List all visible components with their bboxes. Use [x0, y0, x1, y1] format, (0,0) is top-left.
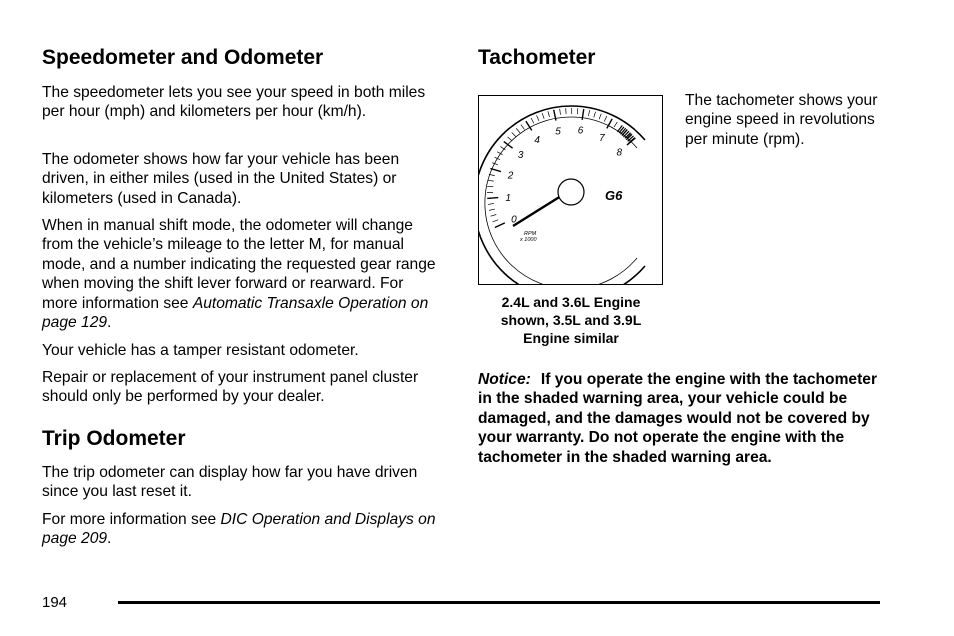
transaxle-reference[interactable]: Automatic Transaxle Operation on page 129: [42, 294, 429, 332]
minor-tick: [508, 137, 513, 141]
gauge-ticks: [487, 108, 635, 227]
tachometer-description: The tachometer shows your engine speed in revolutions per minute (rpm).: [685, 92, 878, 148]
notice-label: Notice:: [478, 371, 531, 388]
figure-caption: 2.4L and 3.6L Engine shown, 3.5L and 3.9L Engine similar: [500, 294, 642, 346]
minor-tick: [604, 116, 607, 121]
minor-tick: [588, 110, 589, 116]
more-info-text: For more information see: [42, 511, 221, 528]
rpm-multiplier-label: x 1000: [520, 237, 537, 243]
gauge-number-7: 7: [599, 133, 605, 145]
minor-tick: [493, 220, 499, 222]
minor-tick: [560, 109, 561, 115]
gauge-number-3: 3: [517, 150, 524, 162]
odometer-paragraph: The odometer shows how far your vehicle has been driven, in either miles (used in the United States) or kilometers (used in Canada).: [42, 151, 400, 207]
tamper-paragraph: Your vehicle has a tamper resistant odometer.: [42, 342, 359, 359]
page-number: 194: [42, 594, 68, 611]
manual-shift-paragraph: [42, 216, 442, 332]
minor-tick: [488, 204, 494, 205]
period: .: [107, 530, 112, 548]
minor-tick: [521, 125, 525, 130]
notice-paragraph: [478, 370, 888, 467]
minor-tick: [542, 113, 544, 119]
tachometer-gauge-illustration: [479, 96, 663, 285]
repair-paragraph: Repair or replacement of your instrument panel cluster should only be performed by your dealer.: [42, 369, 419, 406]
minor-tick: [491, 214, 497, 216]
section-heading-trip-odometer: Trip Odometer: [42, 427, 186, 450]
period: .: [107, 314, 112, 332]
gauge-hub: [558, 179, 584, 205]
minor-tick: [531, 118, 534, 123]
trip-more-info-paragraph: [42, 510, 442, 549]
gauge-number-2: 2: [507, 170, 514, 182]
dic-reference[interactable]: DIC Operation and Displays on page 209: [42, 511, 436, 548]
warning-zone-hatch: [622, 130, 627, 136]
minor-tick: [614, 122, 617, 127]
gauge-number-1: 1: [505, 192, 511, 204]
section-heading-speedometer: Speedometer and Odometer: [42, 46, 324, 69]
gauge-number-4: 4: [534, 134, 540, 146]
rpm-unit-label: RPM: [524, 231, 537, 237]
warning-zone-hatch: [619, 127, 624, 133]
gauge-number-6: 6: [577, 125, 584, 137]
section-heading-tachometer: Tachometer: [478, 46, 596, 69]
minor-tick: [512, 132, 516, 136]
minor-tick: [495, 157, 500, 159]
g6-badge: G6: [605, 188, 623, 203]
major-tick: [490, 168, 501, 171]
warning-zone-hatch: [617, 125, 622, 131]
trip-odometer-paragraph: The trip odometer can display how far you have driven since you last reset it.: [42, 464, 418, 501]
minor-tick: [548, 111, 550, 117]
major-tick: [495, 223, 505, 228]
gauge-needle: [513, 196, 561, 226]
minor-tick: [536, 115, 538, 120]
gauge-number-5: 5: [555, 126, 561, 138]
manual-shift-text: When in manual shift mode, the odometer will change from the vehicle’s mileage to the letter M, for manual mode, and a number indicating the requested gear range when moving the shift lever forward or rearward. For more information see: [42, 217, 436, 312]
minor-tick: [489, 209, 495, 210]
gauge-number-8: 8: [616, 147, 623, 159]
gauge-number-0: 0: [511, 214, 517, 226]
footer-rule: [118, 601, 880, 604]
minor-tick: [488, 180, 494, 181]
minor-tick: [599, 114, 601, 120]
minor-tick: [594, 112, 596, 118]
notice-text: If you operate the engine with the tachometer in the shaded warning area, your vehicle could be damaged, and the damages would not be covered by your warranty. Do not operate the engine with the tachometer in the shaded warning area.: [478, 371, 878, 466]
speedometer-paragraph: The speedometer lets you see your speed in both miles per hour (mph) and kilometers per hour (km/h).: [42, 84, 426, 121]
tachometer-figure: [478, 95, 663, 285]
gauge-number-labels: [505, 126, 622, 226]
minor-tick: [516, 128, 520, 133]
major-tick: [487, 198, 498, 199]
